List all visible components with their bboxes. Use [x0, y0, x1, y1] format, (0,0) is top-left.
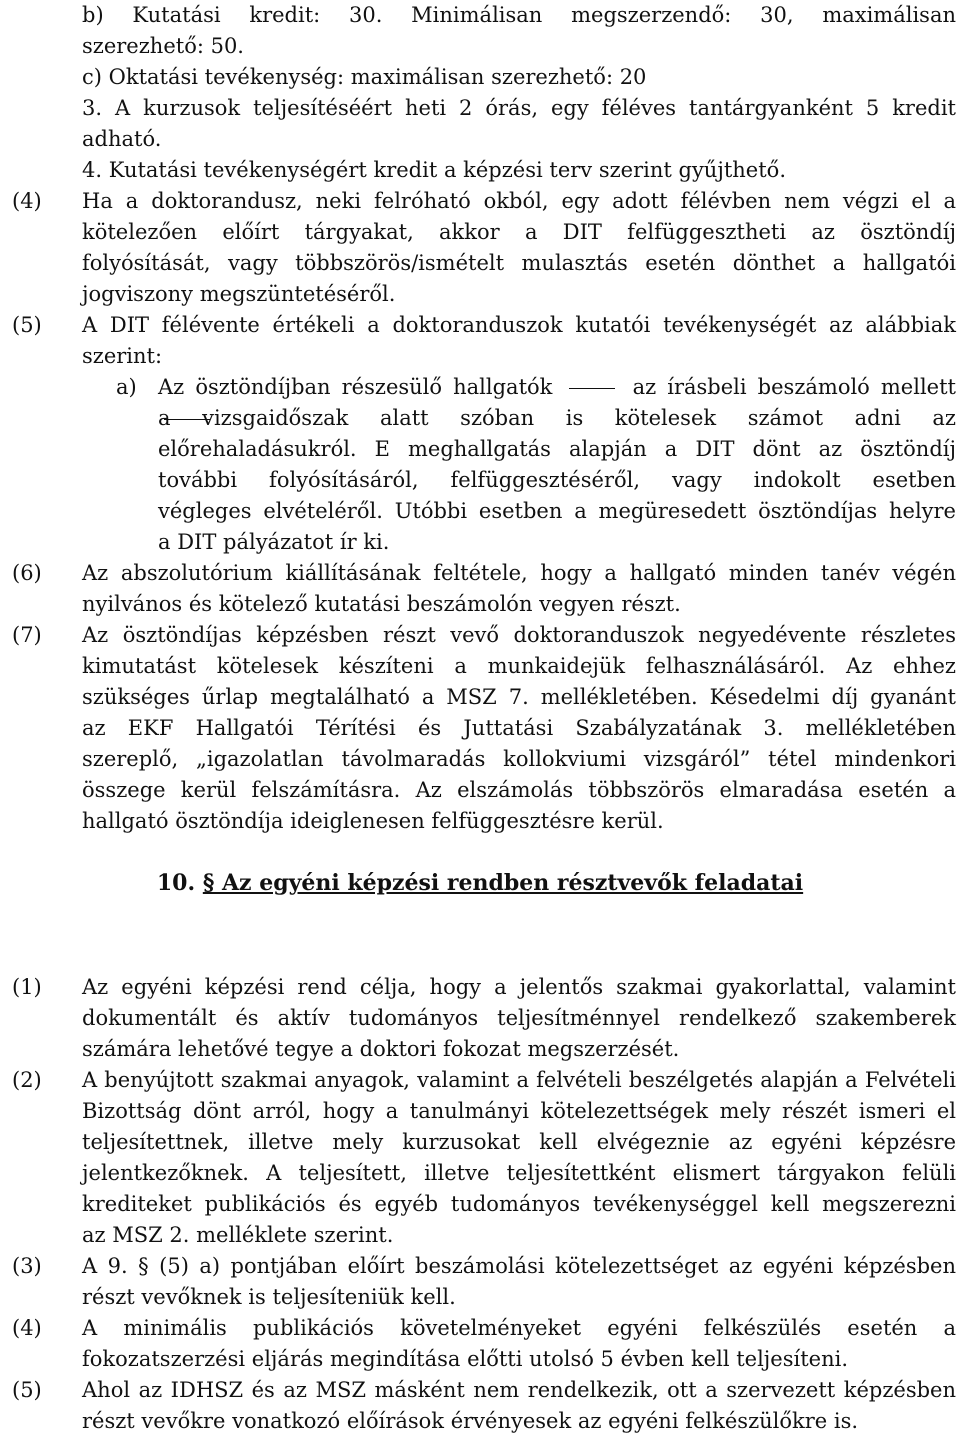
s10-para-2-line: teljesítettnek, illetve mely kurzusokat kell elvégeznie az egyéni képzésre	[82, 1130, 956, 1154]
s10-para-4-number: (4)	[12, 1316, 42, 1340]
s10-para-4-line: fokozatszerzési eljárás megindítása előtti utolsó 5 évben kell teljesíteni.	[82, 1347, 849, 1371]
s10-para-2-line: Bizottság dönt arról, hogy a tanulmányi kötelezettségek mely részét ismeri el	[82, 1099, 956, 1123]
para-5-sub-a-line: a DIT pályázatot ír ki.	[158, 530, 390, 554]
para-5-number: (5)	[12, 313, 42, 337]
s10-para-1-line: számára lehetővé tegye a doktori fokozat megszerzését.	[82, 1037, 680, 1061]
s10-para-5-line: Ahol az IDHSZ és az MSZ másként nem rendelkezik, ott a szervezett képzésben	[82, 1378, 956, 1402]
item-c-line: c) Oktatási tevékenység: maximálisan szerezhető: 20	[82, 65, 647, 89]
para-5-line: A DIT félévente értékeli a doktoranduszok kutatói tevékenységét az alábbiak	[82, 313, 956, 337]
para-6-number: (6)	[12, 561, 42, 585]
item-3-line2: adható.	[82, 127, 162, 151]
section-title: § Az egyéni képzési rendben résztvevők feladatai	[202, 870, 804, 896]
s10-para-1-line: Az egyéni képzési rend célja, hogy a jelentős szakmai gyakorlattal, valamint	[82, 975, 956, 999]
para-5-sub-a-line: előrehaladásukról. E meghallgatás alapján a DIT dönt az ösztöndíj	[158, 437, 956, 461]
s10-para-1-line: dokumentált és aktív tudományos teljesítménnyel rendelkező szakemberek	[82, 1006, 956, 1030]
para-4-line: kötelezően előírt tárgyakat, akkor a DIT felfüggesztheti az ösztöndíj	[82, 220, 956, 244]
para-5-sub-a-part1: Az ösztöndíjban részesülő hallgatók	[158, 375, 553, 399]
para-6-line: nyilvános és kötelező kutatási beszámolón vegyen részt.	[82, 592, 681, 616]
para-5-sub-a-part2: az írásbeli beszámoló mellett	[632, 375, 956, 399]
s10-para-2-line: az MSZ 2. melléklete szerint.	[82, 1223, 394, 1247]
para-5-sub-a-label: a)	[116, 375, 137, 399]
s10-para-3-line: A 9. § (5) a) pontjában előírt beszámolási kötelezettséget az egyéni képzésben	[82, 1254, 956, 1278]
para-6-line: Az abszolutórium kiállításának feltétele, hogy a hallgató minden tanév végén	[82, 561, 956, 585]
para-7-number: (7)	[12, 623, 42, 647]
para-7-line: kimutatást kötelesek készíteni a munkaidejük felhasználásáról. Az ehhez	[82, 654, 956, 678]
para-7-line: hallgató ösztöndíja ideiglenesen felfüggesztésre kerül.	[82, 809, 664, 833]
s10-para-5-number: (5)	[12, 1378, 42, 1402]
item-b-line2: szerezhető: 50.	[82, 34, 244, 58]
para-4-line: Ha a doktorandusz, neki felróható okból, egy adott félévben nem végzi el a	[82, 189, 956, 213]
para-7-line: szükséges űrlap megtalálható a MSZ 7. mellékletében. Késedelmi díj gyanánt	[82, 685, 956, 709]
para-5-sub-a-line: további folyósításáról, felfüggesztéséről, vagy indokolt esetben	[158, 468, 956, 492]
para-5-line: szerint:	[82, 344, 163, 368]
para-7-line: szereplő, „igazolatlan távolmaradás kollokviumi vizsgáról” tétel mindenkori	[82, 747, 956, 771]
s10-para-2-number: (2)	[12, 1068, 42, 1092]
s10-para-1-number: (1)	[12, 975, 42, 999]
para-7-line: az EKF Hallgatói Térítési és Juttatási Szabályzatának 3. mellékletében	[82, 716, 956, 740]
para-4-line: folyósítását, vagy többszörös/ismételt mulasztás esetén dönthet a hallgatói	[82, 251, 956, 275]
s10-para-3-line: részt vevőknek is teljesíteniük kell.	[82, 1285, 456, 1309]
s10-para-2-line: krediteket publikációs és egyéb tudományos tevékenységgel kell megszerezni	[82, 1192, 956, 1216]
s10-para-3-number: (3)	[12, 1254, 42, 1278]
section-heading	[0, 868, 960, 899]
para-7-line: összege kerül felszámításra. Az elszámolás többszörös elmaradása esetén a	[82, 778, 956, 802]
para-4-line: jogviszony megszüntetéséről.	[82, 282, 396, 306]
s10-para-2-line: A benyújtott szakmai anyagok, valamint a felvételi beszélgetés alapján a Felvételi	[82, 1068, 956, 1092]
s10-para-4-line: A minimális publikációs követelményeket egyéni felkészülés esetén a	[82, 1316, 956, 1340]
para-5-sub-a-line: a vizsgaidőszak alatt szóban is kötelesek számot adni az	[158, 406, 956, 430]
item-4-line: 4. Kutatási tevékenységért kredit a képzési terv szerint gyűjthető.	[82, 158, 786, 182]
item-b-line1: b) Kutatási kredit: 30. Minimálisan megszerzendő: 30, maximálisan	[82, 3, 956, 27]
s10-para-5-line: részt vevőkre vonatkozó előírások érvényesek az egyéni felkészülőkre is.	[82, 1409, 859, 1433]
item-3-line1: 3. A kurzusok teljesítéséért heti 2 órás, egy féléves tantárgyanként 5 kredit	[82, 96, 956, 120]
em-dash	[569, 388, 615, 389]
section-number: 10.	[156, 870, 196, 896]
para-5-sub-a-line: végleges elvételéről. Utóbbi esetben a megüresedett ösztöndíjas helyre	[158, 499, 956, 523]
para-7-line: Az ösztöndíjas képzésben részt vevő doktoranduszok negyedévente részletes	[82, 623, 956, 647]
para-4-number: (4)	[12, 189, 42, 213]
s10-para-2-line: jelentkezőknek. A teljesített, illetve teljesítettként elismert tárgyakon felüli	[82, 1161, 956, 1185]
